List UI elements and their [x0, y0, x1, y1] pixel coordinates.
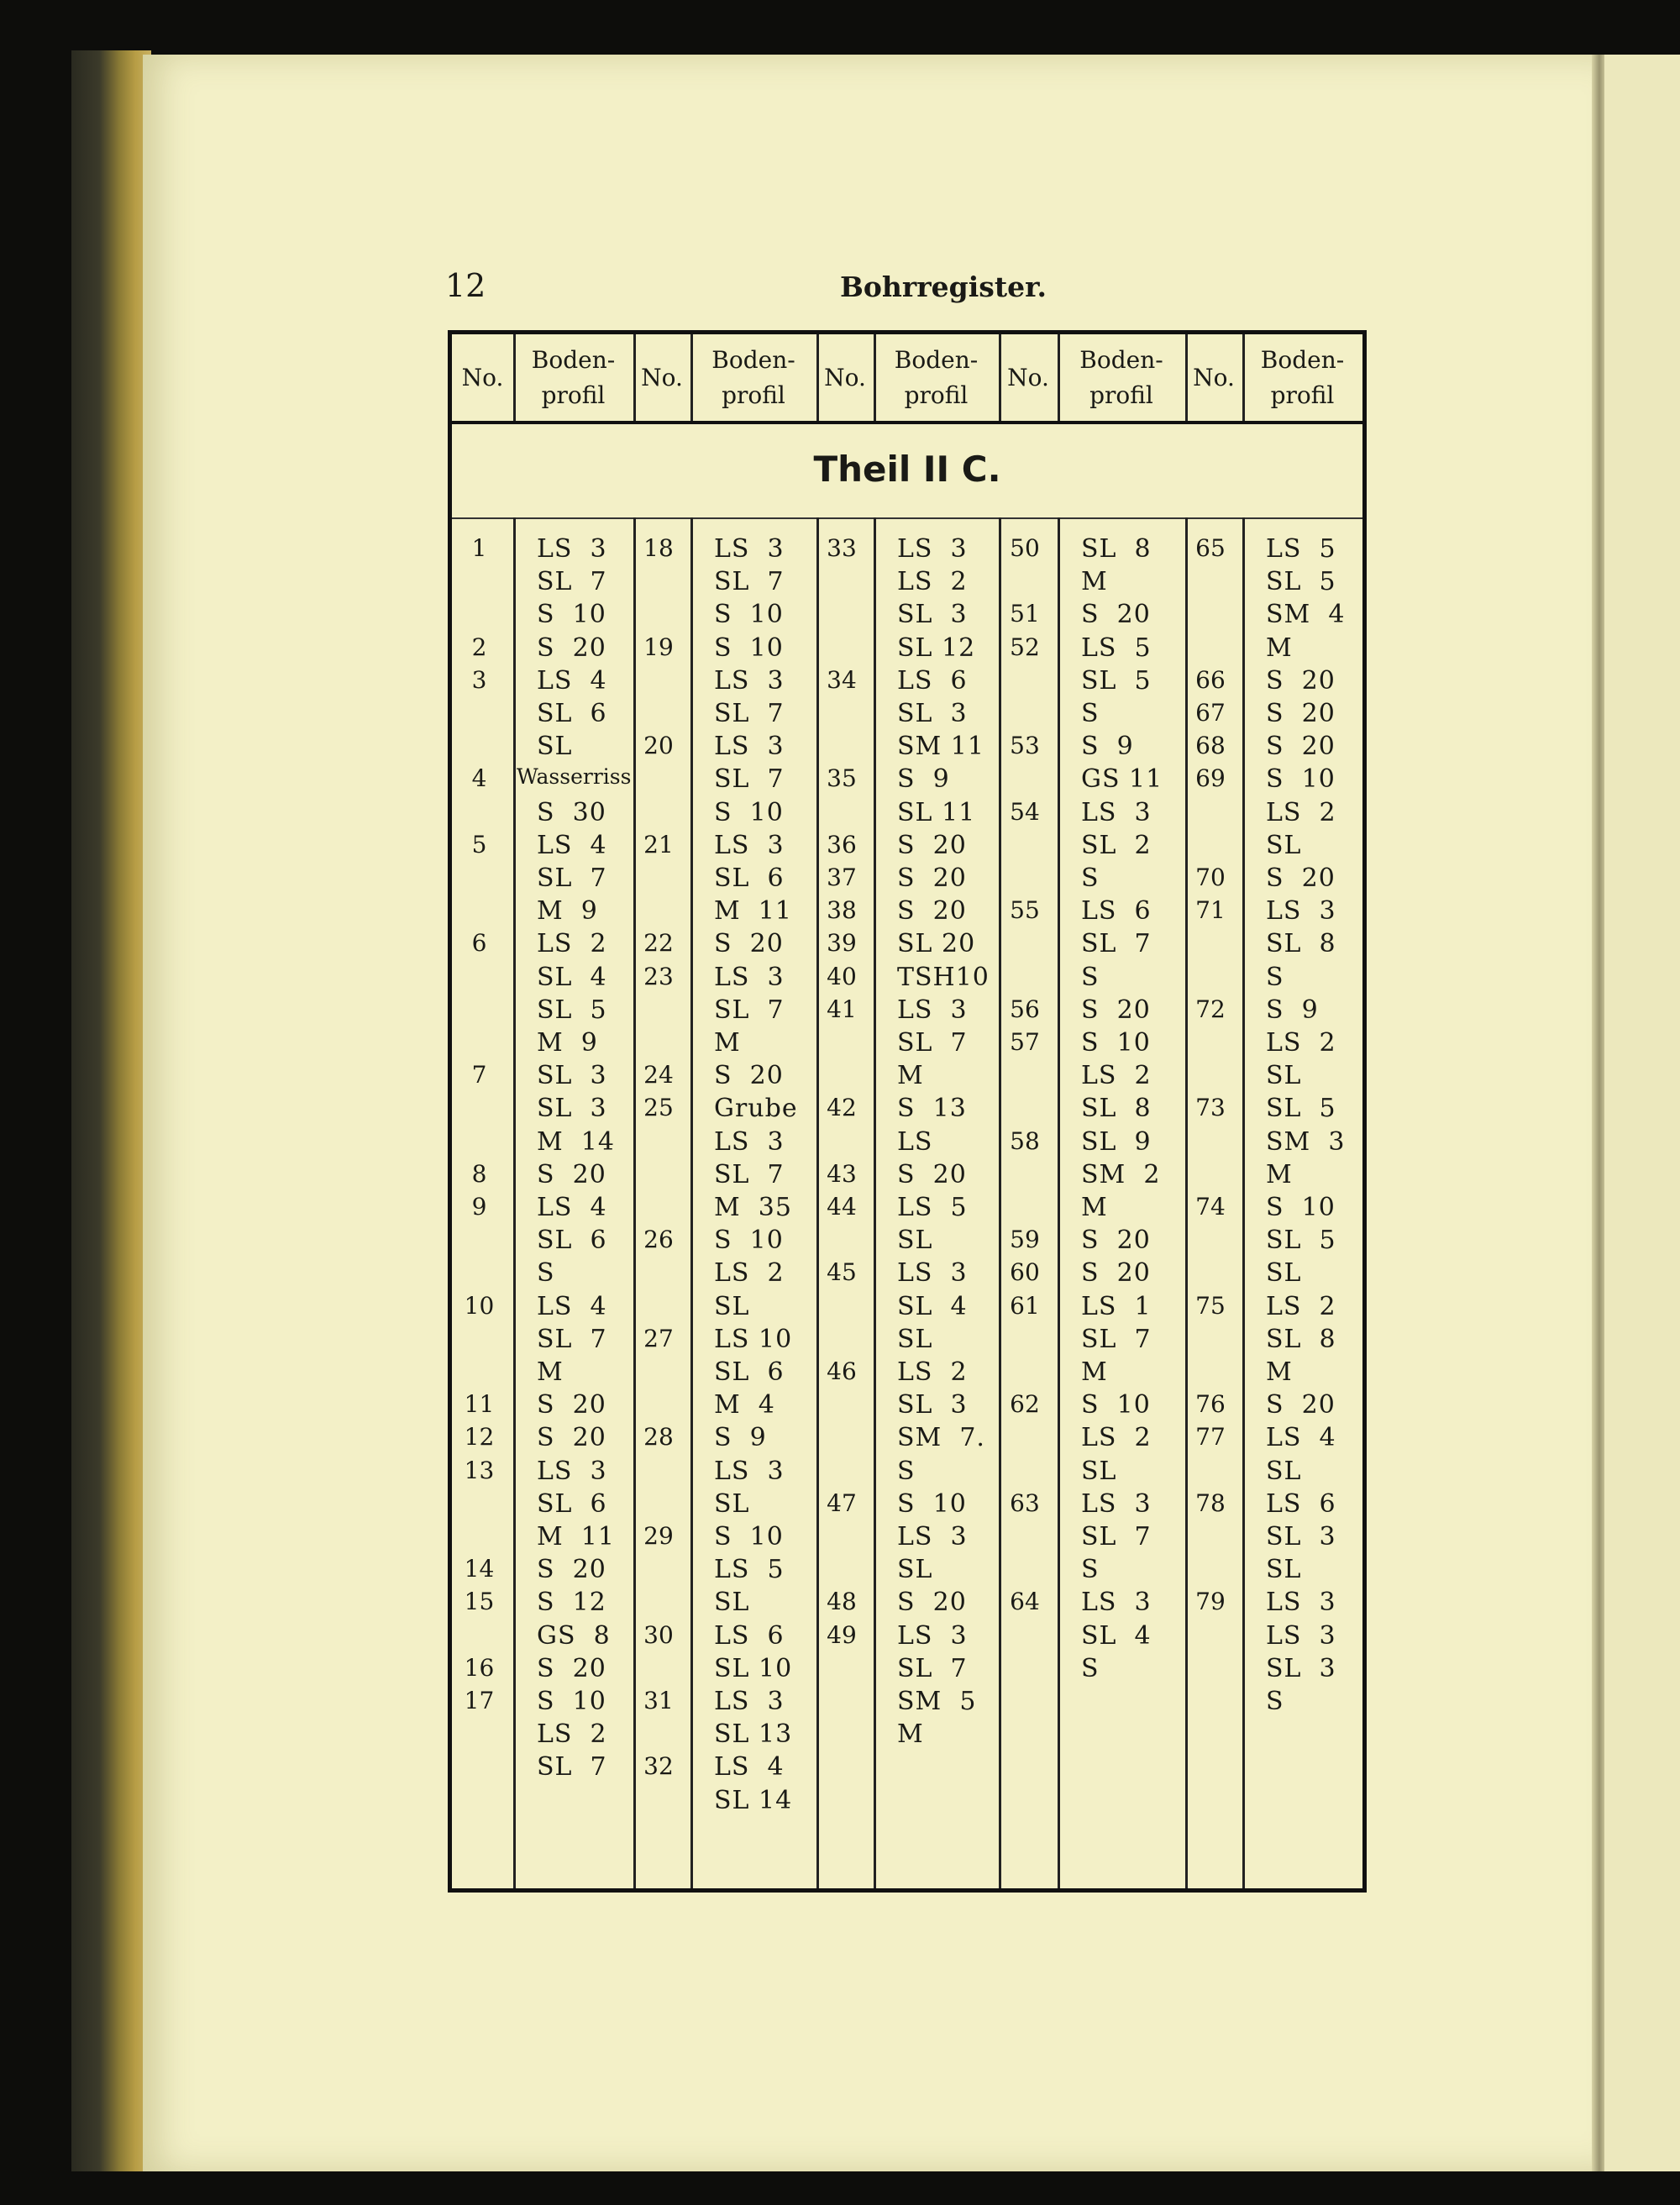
entry-number: 9	[471, 1193, 487, 1221]
profile-layer: S 10	[1081, 1390, 1151, 1420]
profile-layer: S 20	[1081, 1226, 1151, 1256]
profile-layer: SL 11	[897, 797, 976, 827]
profile-layer: S 10	[537, 1687, 606, 1716]
profile-layer: LS 3	[714, 1687, 785, 1716]
profile-layer: M	[1266, 633, 1293, 663]
profile-layer: M 11	[537, 1522, 615, 1551]
profile-layer: SL	[1081, 1456, 1117, 1486]
entry-number: 38	[827, 896, 857, 925]
profile-layer: M 9	[537, 896, 598, 927]
profile-layer: M	[1081, 1357, 1108, 1387]
profile-layer: SL 6	[537, 1226, 607, 1256]
profile-layer: LS 2	[1266, 797, 1336, 827]
entry-number: 14	[464, 1555, 495, 1583]
page-number: 12	[445, 267, 486, 304]
profile-layer: SL 5	[537, 995, 607, 1025]
profile-layer: LS 10	[714, 1324, 793, 1354]
profile-layer: SL 5	[1081, 665, 1152, 696]
profile-layer: SL 6	[537, 1488, 607, 1519]
entry-number: 67	[1195, 699, 1226, 727]
profile-layer: S	[1081, 699, 1100, 728]
profile-layer: M	[897, 1061, 924, 1091]
profile-layer: S 10	[897, 1488, 967, 1519]
profile-layer: LS 3	[537, 534, 607, 564]
entry-number: 20	[643, 732, 674, 760]
profile-layer: SL 5	[1266, 1094, 1336, 1124]
entry-number: 50	[1010, 534, 1040, 562]
profile-layer: S 9	[714, 1423, 767, 1453]
profile-layer: SL	[714, 1588, 750, 1618]
entry-number: 4	[471, 764, 487, 793]
profile-layer: LS 2	[714, 1258, 785, 1289]
entry-number: 41	[827, 995, 857, 1023]
entry-number: 64	[1010, 1588, 1040, 1616]
profile-layer: S 10	[1081, 1028, 1151, 1058]
profile-layer: SL	[537, 732, 573, 762]
column-rule	[999, 517, 1001, 1888]
profile-layer: LS 6	[714, 1620, 785, 1651]
profile-layer: LS 3	[714, 962, 785, 992]
entry-number: 56	[1010, 995, 1040, 1023]
profile-layer: SL 4	[1081, 1620, 1152, 1651]
profile-layer: S 12	[537, 1588, 606, 1618]
profile-layer: LS 2	[897, 1357, 968, 1387]
profile-layer: S 20	[1081, 995, 1151, 1025]
profile-layer: SL	[1266, 1555, 1302, 1585]
profile-layer: SL 3	[897, 699, 968, 728]
profile-layer: SM 5	[897, 1687, 977, 1716]
header-bodenprofil: Boden- profil	[531, 345, 616, 409]
profile-layer: SL 5	[1266, 1226, 1336, 1256]
profile-layer: SL 7	[1081, 929, 1152, 959]
profile-layer: SL 4	[897, 1291, 968, 1321]
profile-layer: S 10	[1266, 1193, 1336, 1222]
profile-layer: SM 7.	[897, 1423, 985, 1453]
entry-number: 15	[464, 1588, 495, 1616]
profile-layer: S 20	[897, 1588, 967, 1618]
column-rule	[1242, 517, 1245, 1888]
profile-layer: LS	[897, 1126, 933, 1157]
profile-layer: S 20	[537, 1653, 606, 1683]
profile-layer: M	[1266, 1357, 1293, 1387]
profile-layer: LS 2	[1081, 1061, 1152, 1091]
profile-layer: SL 7	[1081, 1324, 1152, 1354]
profile-layer: SL 7	[714, 567, 785, 597]
profile-layer: SL 3	[537, 1061, 607, 1091]
profile-layer: SL 9	[1081, 1126, 1152, 1157]
header-no: No.	[1007, 363, 1049, 391]
profile-layer: SL 7	[897, 1653, 968, 1683]
profile-layer: S 10	[714, 1522, 784, 1551]
profile-layer: SM 2	[1081, 1159, 1161, 1189]
entry-number: 37	[827, 864, 857, 891]
profile-layer: LS 3	[897, 1258, 968, 1289]
profile-layer: SL 5	[1266, 567, 1336, 597]
profile-layer: SL 7	[537, 567, 607, 597]
profile-layer: SM 3	[1266, 1126, 1346, 1157]
section-title: Theil II C.	[452, 421, 1362, 519]
profile-layer: S 20	[1081, 1258, 1151, 1289]
entry-number: 3	[471, 665, 487, 694]
profile-layer: S 20	[537, 633, 606, 663]
table-header	[452, 334, 1362, 424]
entry-number: 30	[643, 1620, 674, 1649]
profile-layer: SL	[1266, 1258, 1302, 1289]
profile-layer: M 35	[714, 1193, 792, 1222]
profile-layer: S	[1081, 864, 1100, 893]
profile-layer: S	[1081, 1653, 1100, 1683]
profile-layer: S 20	[1266, 1390, 1336, 1420]
profile-layer: SL 8	[1266, 1324, 1336, 1354]
profile-layer: LS 3	[537, 1456, 607, 1486]
profile-layer: SL 8	[1081, 1094, 1152, 1124]
column-rule	[633, 517, 636, 1888]
profile-layer: S 20	[1266, 864, 1336, 893]
profile-layer: LS 3	[714, 830, 785, 860]
profile-layer: LS 5	[1081, 633, 1152, 663]
profile-layer: S 20	[1081, 600, 1151, 630]
entry-number: 69	[1195, 764, 1226, 793]
entry-number: 25	[643, 1094, 674, 1122]
profile-layer: LS 3	[1266, 896, 1336, 927]
entry-number: 18	[643, 534, 674, 562]
profile-layer: LS 4	[1266, 1423, 1336, 1453]
profile-layer: LS 3	[897, 534, 968, 564]
entry-number: 51	[1010, 600, 1040, 628]
profile-layer: SL 3	[1266, 1653, 1336, 1683]
entry-number: 71	[1195, 896, 1226, 925]
profile-layer: S 10	[537, 600, 606, 630]
profile-layer: LS 4	[537, 830, 607, 860]
entry-number: 44	[827, 1193, 857, 1221]
column-rule	[690, 517, 693, 1888]
profile-layer: SL 14	[714, 1785, 793, 1815]
entry-number: 34	[827, 665, 857, 694]
profile-layer: LS 3	[714, 534, 785, 564]
profile-layer: S 20	[1266, 699, 1336, 728]
profile-layer: GS 11	[1081, 764, 1163, 795]
profile-layer: SL 10	[714, 1653, 793, 1683]
entry-number: 65	[1195, 534, 1226, 562]
header-bodenprofil: Boden- profil	[894, 345, 979, 409]
profile-layer: SL 6	[714, 1357, 785, 1387]
entry-number: 54	[1010, 797, 1040, 826]
profile-layer: M 4	[714, 1390, 775, 1420]
entry-number: 53	[1010, 732, 1040, 760]
entry-number: 66	[1195, 665, 1226, 694]
entry-number: 62	[1010, 1390, 1040, 1419]
profile-layer: S 10	[714, 1226, 784, 1256]
entry-number: 55	[1010, 896, 1040, 925]
entry-number: 32	[643, 1752, 674, 1781]
profile-layer: SL 7	[714, 1159, 785, 1189]
entry-number: 48	[827, 1588, 857, 1616]
header-no: No.	[641, 363, 683, 391]
profile-layer: SL 6	[537, 699, 607, 728]
profile-layer: S	[1266, 1687, 1284, 1716]
profile-layer: SL 4	[537, 962, 607, 992]
running-head: Bohrregister.	[840, 270, 1047, 303]
entry-number: 68	[1195, 732, 1226, 760]
entry-number: 43	[827, 1159, 857, 1188]
profile-layer: S 20	[537, 1390, 606, 1420]
profile-layer: S 20	[897, 896, 967, 927]
entry-number: 8	[471, 1159, 487, 1188]
profile-layer: LS 4	[714, 1752, 785, 1782]
entry-number: 72	[1195, 995, 1226, 1023]
profile-layer: Grube	[714, 1094, 798, 1124]
profile-layer: S	[1081, 1555, 1100, 1585]
entry-number: 74	[1195, 1193, 1226, 1221]
profile-layer: SL	[897, 1226, 933, 1256]
profile-layer: S 20	[714, 1061, 784, 1091]
profile-layer: LS 3	[1081, 797, 1152, 827]
entry-number: 12	[464, 1423, 495, 1452]
profile-layer: LS 6	[1266, 1488, 1336, 1519]
profile-layer: SL 8	[1266, 929, 1336, 959]
profile-layer: SL	[1266, 830, 1302, 860]
profile-layer: LS 3	[714, 732, 785, 762]
entry-number: 22	[643, 929, 674, 958]
entry-number: 58	[1010, 1126, 1040, 1155]
profile-layer: S 20	[897, 830, 967, 860]
header-no: No.	[824, 363, 866, 391]
profile-layer: LS 1	[1081, 1291, 1152, 1321]
profile-layer: SL 7	[714, 699, 785, 728]
profile-layer: M	[1081, 567, 1108, 597]
profile-layer: LS 2	[537, 1719, 607, 1750]
profile-layer: M	[714, 1028, 741, 1058]
entry-number: 76	[1195, 1390, 1226, 1419]
profile-layer: SL	[1266, 1456, 1302, 1486]
profile-layer: LS 4	[537, 1193, 607, 1222]
profile-layer: LS 2	[1266, 1028, 1336, 1058]
entry-number: 24	[643, 1061, 674, 1089]
profile-layer: S	[1266, 962, 1284, 992]
profile-layer: M	[897, 1719, 924, 1750]
profile-layer: S	[537, 1258, 555, 1289]
entry-number: 29	[643, 1522, 674, 1550]
profile-layer: S 10	[1266, 764, 1336, 795]
profile-layer: S 20	[537, 1555, 606, 1585]
entry-number: 52	[1010, 633, 1040, 661]
profile-layer: SL 3	[1266, 1522, 1336, 1551]
entry-number: 39	[827, 929, 857, 958]
entry-number: 19	[643, 633, 674, 661]
entry-number: 5	[471, 830, 487, 858]
profile-layer: SL	[714, 1488, 750, 1519]
profile-layer: LS 2	[1266, 1291, 1336, 1321]
entry-number: 23	[643, 962, 674, 990]
profile-layer: S 20	[537, 1423, 606, 1453]
entry-number: 61	[1010, 1291, 1040, 1320]
profile-layer: LS 4	[537, 665, 607, 696]
profile-layer: LS 3	[897, 1522, 968, 1551]
profile-layer: SL 12	[897, 633, 976, 663]
profile-layer: S 20	[1266, 732, 1336, 762]
entry-number: 59	[1010, 1226, 1040, 1254]
bore-register-table	[448, 330, 1367, 1893]
header-bodenprofil: Boden- profil	[711, 345, 795, 409]
profile-layer: SL 13	[714, 1719, 793, 1750]
profile-layer: SL 7	[714, 764, 785, 795]
entry-number: 2	[471, 633, 487, 661]
entry-number: 35	[827, 764, 857, 793]
header-no: No.	[461, 363, 504, 391]
facing-page-edge	[1604, 55, 1680, 2171]
profile-layer: SM 4	[1266, 600, 1346, 630]
profile-layer: SM 11	[897, 732, 984, 762]
profile-layer: SL 8	[1081, 534, 1152, 564]
column-rule	[513, 517, 516, 1888]
profile-layer: S 30	[537, 797, 606, 827]
entry-number: 1	[471, 534, 487, 562]
entry-number: 57	[1010, 1028, 1040, 1056]
header-bodenprofil: Boden- profil	[1079, 345, 1163, 409]
entry-number: 28	[643, 1423, 674, 1452]
entry-number: 77	[1195, 1423, 1226, 1452]
profile-layer: LS 5	[897, 1193, 968, 1222]
profile-layer: M	[537, 1357, 564, 1387]
entry-number: 73	[1195, 1094, 1226, 1122]
entry-number: 13	[464, 1456, 495, 1484]
profile-layer: GS 8	[537, 1620, 611, 1651]
profile-layer: LS 3	[1081, 1588, 1152, 1618]
entry-number: 6	[471, 929, 487, 958]
profile-layer: M 14	[537, 1126, 615, 1157]
profile-layer: SL 6	[714, 864, 785, 893]
profile-layer: SL	[897, 1324, 933, 1354]
profile-layer: S 20	[1266, 665, 1336, 696]
profile-layer: LS 6	[897, 665, 968, 696]
entry-number: 27	[643, 1324, 674, 1352]
profile-layer: S 10	[714, 797, 784, 827]
entry-number: 46	[827, 1357, 857, 1385]
entry-number: 10	[464, 1291, 495, 1320]
entry-number: 75	[1195, 1291, 1226, 1320]
column-rule	[1058, 517, 1060, 1888]
profile-layer: SL 2	[1081, 830, 1152, 860]
profile-layer: M	[1081, 1193, 1108, 1222]
profile-layer: S 10	[714, 633, 784, 663]
profile-layer: LS 3	[714, 1456, 785, 1486]
profile-layer: TSH10	[897, 962, 990, 992]
profile-layer: SL 7	[1081, 1522, 1152, 1551]
profile-layer: SL 7	[537, 864, 607, 893]
entry-number: 7	[471, 1061, 487, 1089]
profile-layer: S 20	[897, 1159, 967, 1189]
profile-layer: SL	[1266, 1061, 1302, 1091]
entry-number: 26	[643, 1226, 674, 1254]
profile-layer: SL 7	[537, 1752, 607, 1782]
profile-layer: S 9	[1081, 732, 1134, 762]
profile-layer: LS 4	[537, 1291, 607, 1321]
entry-number: 42	[827, 1094, 857, 1122]
entry-number: 36	[827, 830, 857, 858]
entry-number: 63	[1010, 1488, 1040, 1517]
profile-layer: M 11	[714, 896, 792, 927]
header-bodenprofil: Boden- profil	[1260, 345, 1345, 409]
profile-layer: S 10	[714, 600, 784, 630]
profile-layer: LS 3	[1266, 1620, 1336, 1651]
entry-number: 33	[827, 534, 857, 562]
profile-layer: LS 3	[714, 1126, 785, 1157]
profile-layer: LS 2	[1081, 1423, 1152, 1453]
profile-layer: S	[897, 1456, 916, 1486]
entry-number: 16	[464, 1653, 495, 1682]
profile-layer: M 9	[537, 1028, 598, 1058]
profile-layer: LS 3	[1266, 1588, 1336, 1618]
profile-layer: SL 7	[714, 995, 785, 1025]
profile-layer: M	[1266, 1159, 1293, 1189]
entry-number: 60	[1010, 1258, 1040, 1287]
profile-layer: S 20	[714, 929, 784, 959]
entry-number: 78	[1195, 1488, 1226, 1517]
profile-layer: SL 7	[537, 1324, 607, 1354]
profile-layer: S 9	[1266, 995, 1319, 1025]
entry-number: 45	[827, 1258, 857, 1287]
profile-layer: S 13	[897, 1094, 967, 1124]
entry-number: 11	[464, 1390, 495, 1419]
entry-number: 47	[827, 1488, 857, 1517]
entry-number: 31	[643, 1687, 674, 1714]
profile-layer: S 20	[537, 1159, 606, 1189]
profile-layer: LS 2	[537, 929, 607, 959]
entry-number: 70	[1195, 864, 1226, 891]
profile-layer: S 9	[897, 764, 950, 795]
profile-layer: SL 3	[897, 1390, 968, 1420]
profile-layer: LS 3	[897, 1620, 968, 1651]
profile-layer: S 20	[897, 864, 967, 893]
table-body	[452, 517, 1362, 1888]
profile-layer: SL 7	[897, 1028, 968, 1058]
column-rule	[874, 517, 876, 1888]
entry-number: 21	[643, 830, 674, 858]
profile-layer: LS 3	[897, 995, 968, 1025]
header-no: No.	[1193, 363, 1235, 391]
entry-number: 17	[464, 1687, 495, 1714]
profile-layer: S	[1081, 962, 1100, 992]
entry-number: 40	[827, 962, 857, 990]
profile-layer: SL 20	[897, 929, 976, 959]
profile-layer: SL	[714, 1291, 750, 1321]
profile-layer: Wasserriss	[517, 764, 632, 790]
profile-layer: LS 3	[1081, 1488, 1152, 1519]
profile-layer: LS 2	[897, 567, 968, 597]
profile-layer: LS 5	[714, 1555, 785, 1585]
profile-layer: LS 5	[1266, 534, 1336, 564]
book-binding	[71, 50, 151, 2171]
profile-layer: LS 6	[1081, 896, 1152, 927]
profile-layer: SL 3	[897, 600, 968, 630]
profile-layer: SL 3	[537, 1094, 607, 1124]
entry-number: 49	[827, 1620, 857, 1649]
profile-layer: LS 3	[714, 665, 785, 696]
profile-layer: SL	[897, 1555, 933, 1585]
entry-number: 79	[1195, 1588, 1226, 1616]
